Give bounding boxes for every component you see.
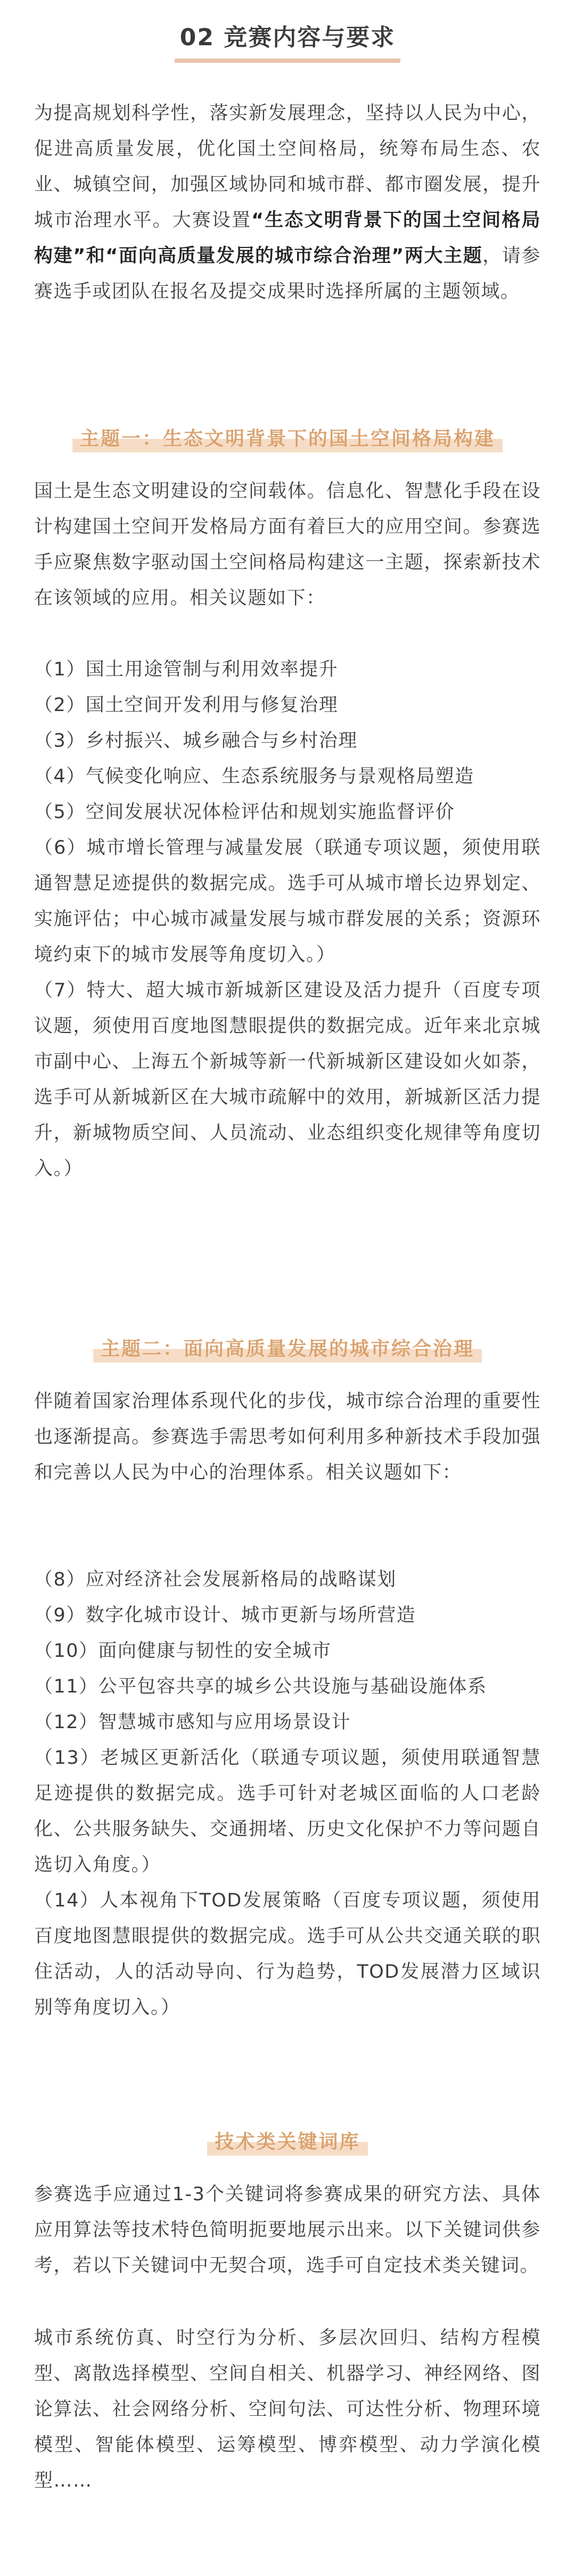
topic-item: （11）公平包容共享的城乡公共设施与基础设施体系 [34, 1676, 487, 1697]
topic-item: （9）数字化城市设计、城市更新与场所营造 [34, 1605, 416, 1626]
topic-item: （2）国土空间开发利用与修复治理 [34, 695, 339, 716]
topic-item: （1）国土用途管制与利用效率提升 [34, 659, 339, 680]
topic-item: （12）智慧城市感知与应用场景设计 [34, 1712, 351, 1733]
section-title [0, 18, 575, 63]
keywords-banner-text: 技术类关键词库 [207, 2124, 367, 2157]
topic-item: （14）人本视角下TOD发展策略（百度专项议题，须使用百度地图慧眼提供的数据完成。选手可从公共交通关联的职住活动，人的活动导向、行为趋势，TOD发展潜力区域识别等角度切入。） [34, 1890, 541, 2018]
intro-text-b: ，请参赛选手或团队在报名及提交成果时选择所属的主题领域。 [34, 245, 541, 302]
keywords-banner [0, 2124, 575, 2157]
theme2-banner [0, 1331, 575, 1364]
theme2-banner-text: 主题二：面向高质量发展的城市综合治理 [93, 1331, 482, 1364]
section-title-text: 02 竞赛内容与要求 [175, 18, 401, 63]
theme2-topic-list [34, 1562, 541, 2026]
theme2-description: 伴随着国家治理体系现代化的步伐，城市综合治理的重要性也逐渐提高。参赛选手需思考如何利用多种新技术手段加强和完善以人民为中心的治理体系。相关议题如下： [34, 1391, 541, 1483]
intro-paragraph [34, 96, 541, 310]
theme1-topic-list [34, 652, 541, 1187]
intro-text-a: 为提高规划科学性，落实新发展理念，坚持以人民为中心，促进高质量发展，优化国土空间格局，统筹布局生态、农业、城镇空间，加强区域协同和城市群、都市圈发展，提升城市治理水平。大赛设置 [34, 103, 541, 231]
theme1-banner [0, 420, 575, 454]
topic-item: （10）面向健康与韧性的安全城市 [34, 1640, 332, 1662]
topic-item: （7）特大、超大城市新城新区建设及活力提升（百度专项议题，须使用百度地图慧眼提供的数据完成。近年来北京城市副中心、上海五个新城等新一代新城新区建设如火如荼，选手可从新城新区在大城市疏解中的效用，新城新区活力提升，新城物质空间、人员流动、业态组织变化规律等角度切入。） [34, 980, 541, 1179]
theme1-banner-text: 主题一：生态文明背景下的国土空间格局构建 [72, 420, 503, 454]
topic-item: （4）气候变化响应、生态系统服务与景观格局塑造 [34, 766, 474, 787]
theme1-description: 国土是生态文明建设的空间载体。信息化、智慧化手段在设计构建国土空间开发格局方面有着巨大的应用空间。参赛选手应聚焦数字驱动国土空间格局构建这一主题，探索新技术在该领域的应用。相关议题如下： [34, 481, 541, 609]
topic-item: （13）老城区更新活化（联通专项议题，须使用联通智慧足迹提供的数据完成。选手可针对老城区面临的人口老龄化、公共服务缺失、交通拥堵、历史文化保护不力等问题自选切入角度。） [34, 1747, 541, 1876]
topic-item: （8）应对经济社会发展新格局的战略谋划 [34, 1569, 397, 1590]
topic-item: （5）空间发展状况体检评估和规划实施监督评价 [34, 802, 455, 823]
keywords-list: 城市系统仿真、时空行为分析、多层次回归、结构方程模型、离散选择模型、空间自相关、机器学习、神经网络、图论算法、社会网络分析、空间句法、可达性分析、物理环境模型、智能体模型、运筹模型、博弈模型、动力学演化模型…… [34, 2327, 541, 2491]
topic-item: （6）城市增长管理与减量发展（联通专项议题，须使用联通智慧足迹提供的数据完成。选手可从城市增长边界划定、实施评估；中心城市减量发展与城市群发展的关系；资源环境约束下的城市发展等角度切入。） [34, 837, 541, 965]
topic-item: （3）乡村振兴、城乡融合与乡村治理 [34, 730, 358, 752]
keywords-description: 参赛选手应通过1-3个关键词将参赛成果的研究方法、具体应用算法等技术特色简明扼要地展示出来。以下关键词供参考，若以下关键词中无契合项，选手可自定技术类关键词。 [34, 2184, 541, 2276]
intro-highlight: “生态文明背景下的国土空间格局构建”和“面向高质量发展的城市综合治理”两大主题 [34, 210, 541, 267]
